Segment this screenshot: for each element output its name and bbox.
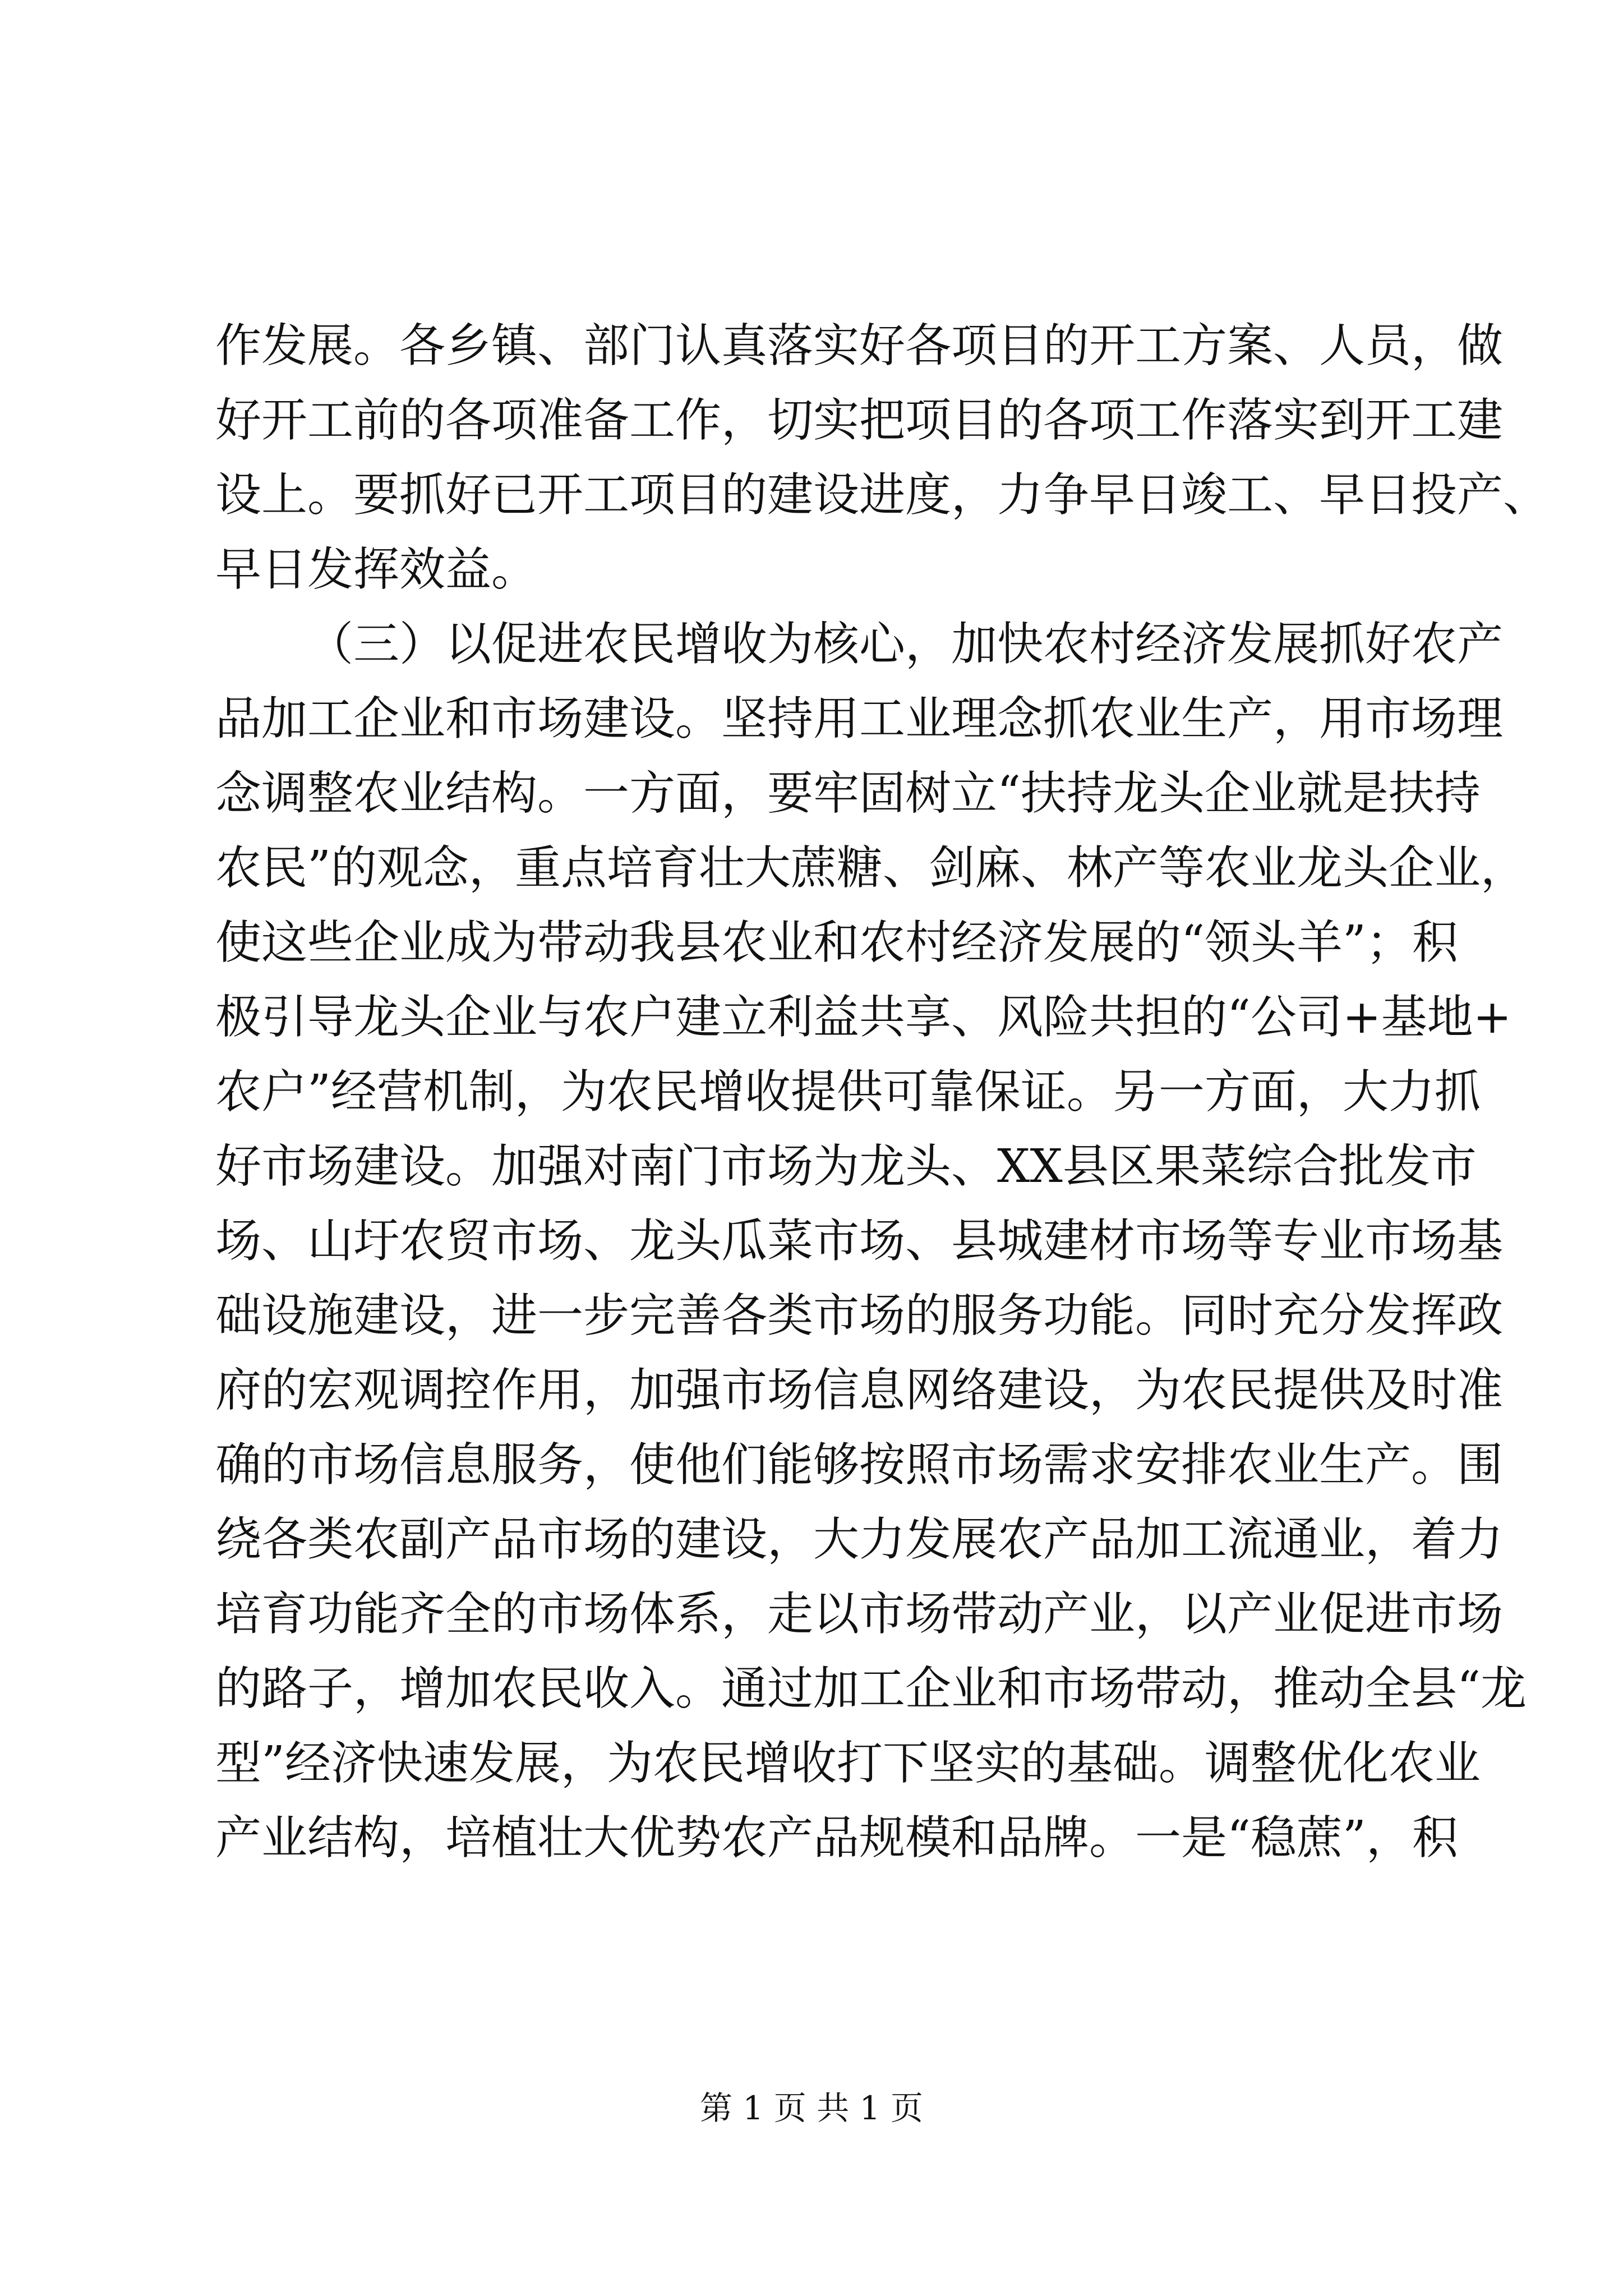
paragraph-line: 础设施建设，进一步完善各类市场的服务功能。同时充分发挥政 [215,1289,1504,1342]
paragraph-line: 场、山圩农贸市场、龙头瓜菜市场、县城建材市场等专业市场基 [215,1214,1504,1268]
paragraph-line: 念调整农业结构。一方面，要牢固树立“扶持龙头企业就是扶持 [215,767,1481,820]
page-number-footer: 第 1 页 共 1 页 [700,2089,923,2127]
paragraph-line: 极引导龙头企业与农户建立利益共享、风险共担的“公司+基地+ [215,991,1512,1044]
paragraph-line: 早日发挥效益。 [215,543,538,596]
paragraph-line: 好开工前的各项准备工作，切实把项目的各项工作落实到开工建 [215,394,1504,447]
paragraph-line: （三）以促进农民增收为核心，加快农村经济发展抓好农产 [307,618,1504,671]
paragraph-line: 府的宏观调控作用，加强市场信息网络建设，为农民提供及时准 [215,1364,1504,1417]
paragraph-line: 型”经济快速发展，为农民增收打下坚实的基础。调整优化农业 [215,1737,1481,1790]
paragraph-line: 绕各类农副产品市场的建设，大力发展农产品加工流通业，着力 [215,1513,1504,1566]
paragraph-line: 设上。要抓好已开工项目的建设进度，力争早日竣工、早日投产、 [215,468,1550,522]
paragraph-line: 产业结构，培植壮大优势农产品规模和品牌。一是“稳蔗”，积 [215,1811,1458,1865]
paragraph-line: 培育功能齐全的市场体系，走以市场带动产业，以产业促进市场 [215,1588,1504,1641]
paragraph-line: 农户”经营机制，为农民增收提供可靠保证。另一方面，大力抓 [215,1065,1481,1119]
paragraph-line: 作发展。各乡镇、部门认真落实好各项目的开工方案、人员，做 [215,319,1504,372]
paragraph-line: 使这些企业成为带动我县农业和农村经济发展的“领头羊”；积 [215,916,1458,969]
paragraph-line: 品加工企业和市场建设。坚持用工业理念抓农业生产，用市场理 [215,692,1504,746]
paragraph-line: 好市场建设。加强对南门市场为龙头、XX县区果菜综合批发市 [215,1140,1477,1193]
paragraph-line: 农民”的观念，重点培育壮大蔗糖、剑麻、林产等农业龙头企业， [215,841,1527,895]
paragraph-line: 确的市场信息服务，使他们能够按照市场需求安排农业生产。围 [215,1438,1504,1492]
paragraph-line: 的路子，增加农民收入。通过加工企业和市场带动，推动全县“龙 [215,1662,1527,1715]
